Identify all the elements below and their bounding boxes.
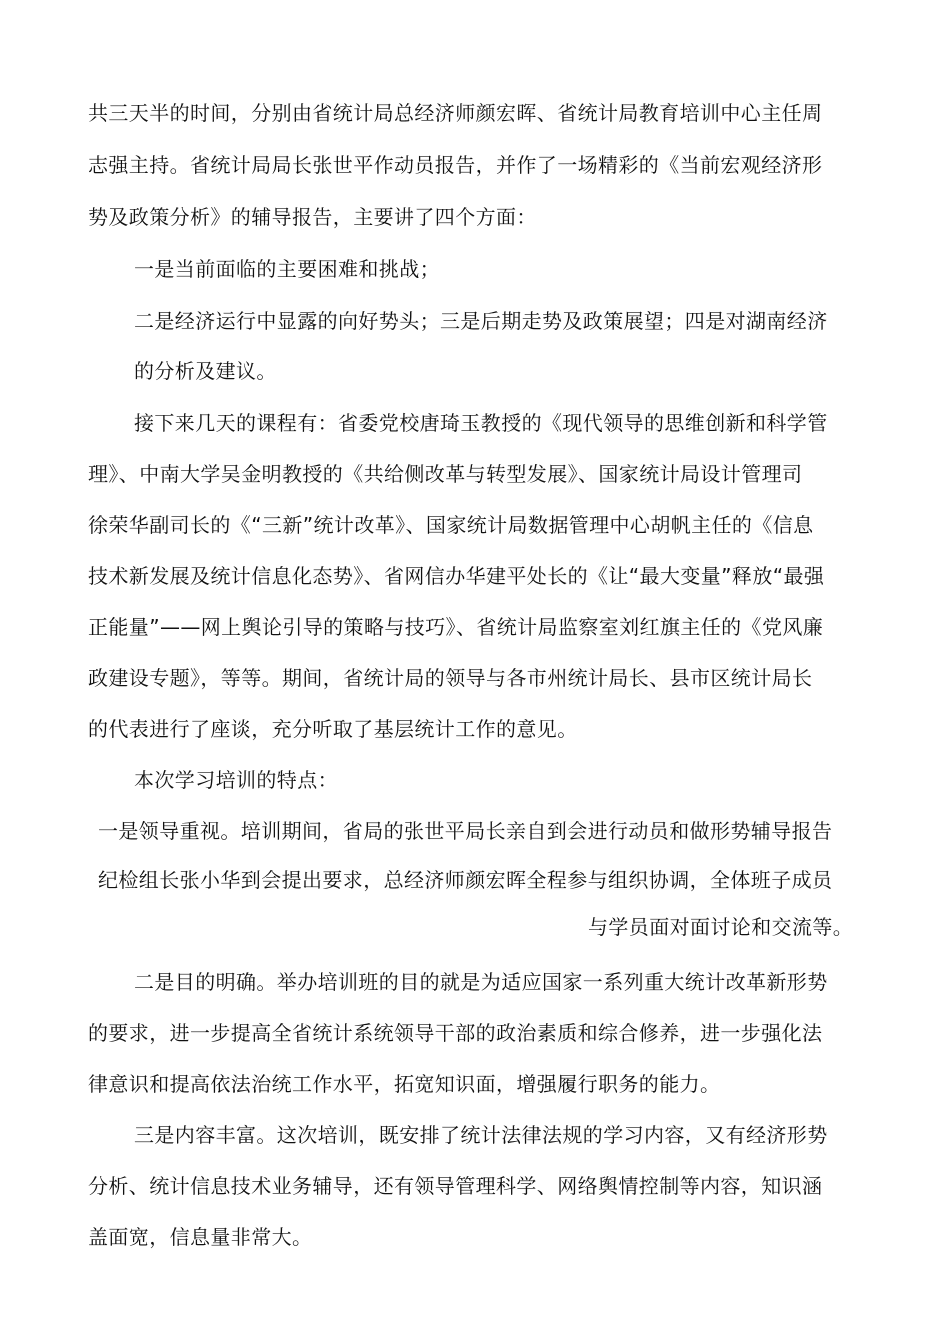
paragraph-6-line-2: 纪检组长张小华到会提出要求，总经济师颜宏晖全程参与组织协调，全体班子成员: [98, 868, 833, 892]
paragraph-7-line-1: 二是目的明确。举办培训班的目的就是为适应国家一系列重大统计改革新形势: [134, 970, 828, 994]
paragraph-6-line-1: 一是领导重视。培训期间，省局的张世平局长亲自到会进行动员和做形势辅导报告: [98, 819, 833, 843]
paragraph-4-line-4: 技术新发展及统计信息化态势》、省网信办华建平处长的《让“最大变量”释放“最强: [88, 564, 825, 588]
paragraph-7-line-2: 的要求，进一步提高全省统计系统领导干部的政治素质和综合修养，进一步强化法: [88, 1021, 823, 1045]
paragraph-4-line-5: 正能量”——网上舆论引导的策略与技巧》、省统计局监察室刘红旗主任的《党风廉: [88, 615, 824, 639]
paragraph-6-line-3: 与学员面对面讨论和交流等。: [588, 915, 854, 939]
paragraph-8-line-2: 分析、统计信息技术业务辅导，还有领导管理科学、网络舆情控制等内容，知识涵: [88, 1174, 823, 1198]
paragraph-4-line-7: 的代表进行了座谈，充分听取了基层统计工作的意见。: [88, 717, 578, 741]
paragraph-4-line-3: 徐荣华副司长的《“三新”统计改革》、国家统计局数据管理中心胡帆主任的《信息: [88, 513, 814, 537]
paragraph-2-line-1: 一是当前面临的主要困难和挑战；: [134, 257, 440, 281]
paragraph-4-line-1: 接下来几天的课程有：省委党校唐琦玉教授的《现代领导的思维创新和科学管: [134, 411, 828, 435]
paragraph-4-line-2: 理》、中南大学吴金明教授的《共给侧改革与转型发展》、国家统计局设计管理司: [88, 462, 803, 486]
paragraph-4-line-6: 政建设专题》，等等。期间，省统计局的领导与各市州统计局长、县市区统计局长: [88, 666, 813, 690]
paragraph-7-line-3: 律意识和提高依法治统工作水平，拓宽知识面，增强履行职务的能力。: [88, 1072, 721, 1096]
paragraph-8-line-1: 三是内容丰富。这次培训，既安排了统计法律法规的学习内容，又有经济形势: [134, 1123, 828, 1147]
paragraph-1-line-3: 势及政策分析》的辅导报告，主要讲了四个方面：: [88, 205, 537, 229]
paragraph-1-line-2: 志强主持。省统计局局长张世平作动员报告，并作了一场精彩的《当前宏观经济形: [88, 153, 823, 177]
paragraph-8-line-3: 盖面宽，信息量非常大。: [88, 1225, 313, 1249]
paragraph-5-line-1: 本次学习培训的特点：: [134, 768, 338, 792]
paragraph-1-line-1: 共三天半的时间，分别由省统计局总经济师颜宏晖、省统计局教育培训中心主任周: [88, 101, 823, 125]
paragraph-3-line-1: 二是经济运行中显露的向好势头；三是后期走势及政策展望；四是对湖南经济: [134, 309, 828, 333]
paragraph-3-line-2: 的分析及建议。: [134, 359, 277, 383]
